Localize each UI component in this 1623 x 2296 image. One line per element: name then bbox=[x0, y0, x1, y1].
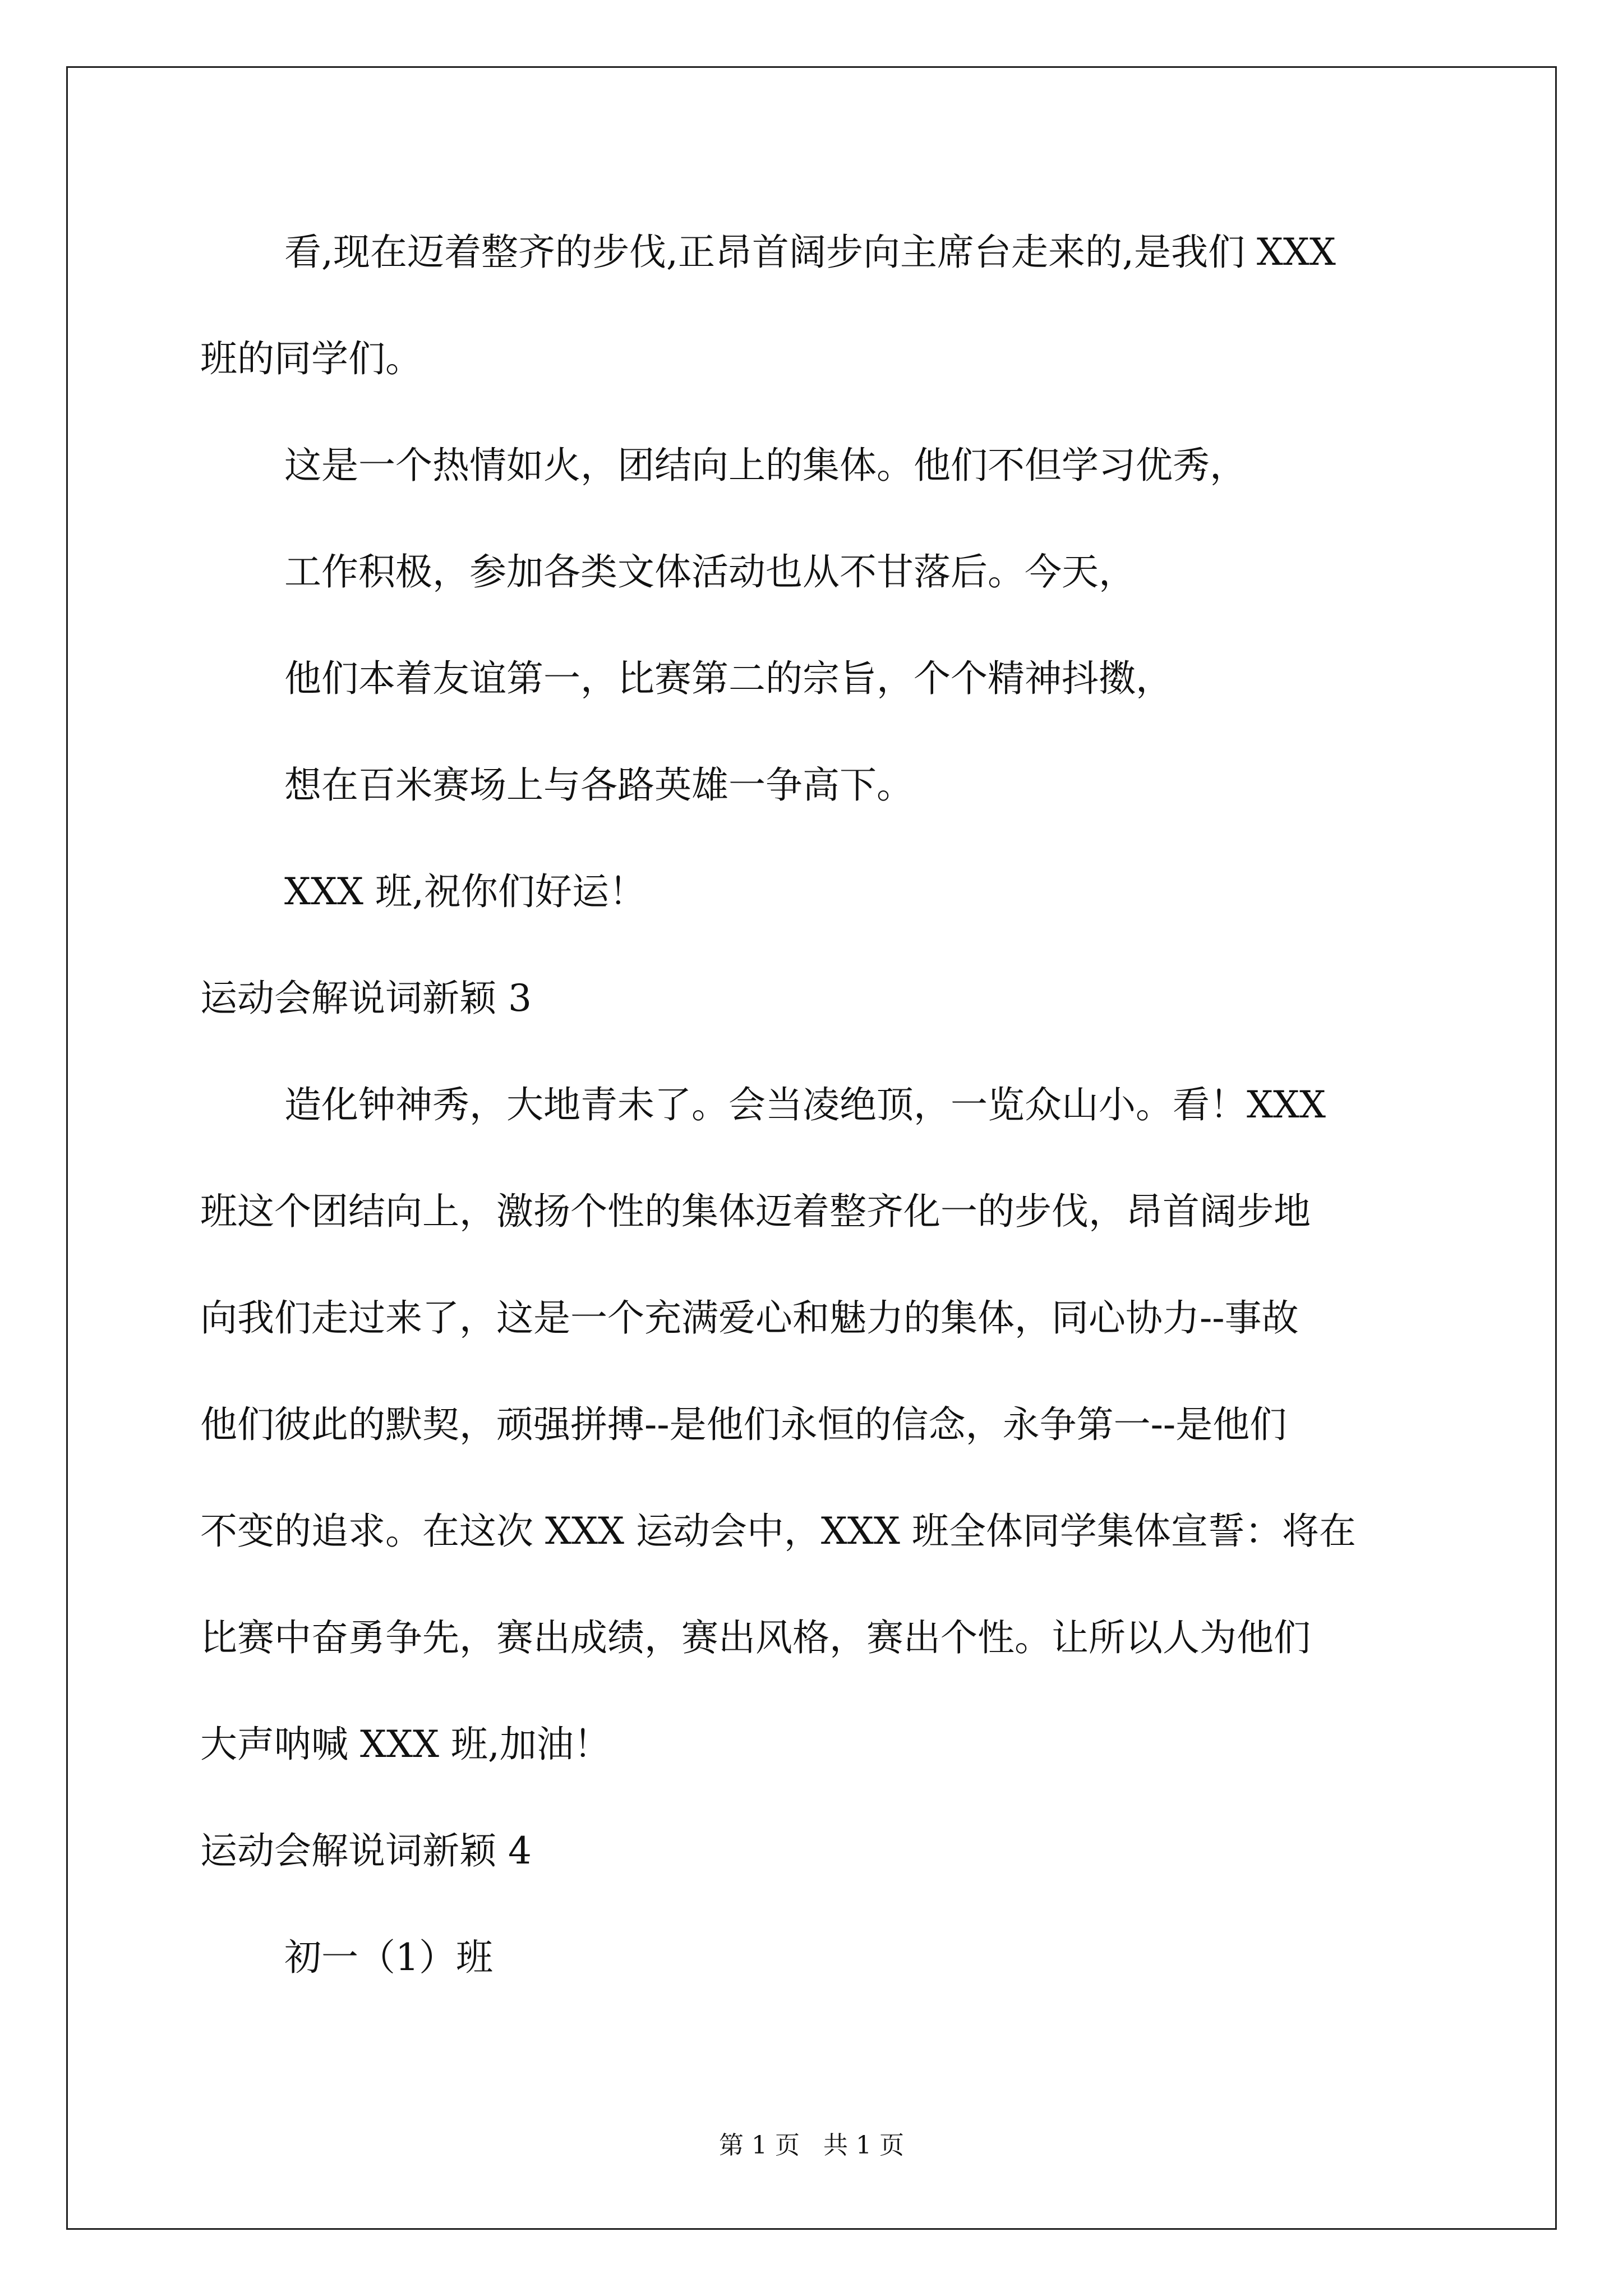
text-line: 班的同学们。 bbox=[200, 337, 422, 380]
text-line: 造化钟神秀，大地青未了。会当凌绝顶，一览众山小。看！XXX bbox=[284, 1083, 1326, 1126]
text-line: 想在百米赛场上与各路英雄一争高下。 bbox=[284, 763, 914, 807]
text-line: XXX 班,祝你们好运！ bbox=[284, 870, 646, 913]
text-line: 比赛中奋勇争先，赛出成绩，赛出风格，赛出个性。让所以人为他们 bbox=[200, 1616, 1311, 1659]
page-footer: 第 1 页 共 1 页 bbox=[719, 2131, 904, 2160]
text-line: 工作积极，参加各类文体活动也从不甘落后。今天， bbox=[284, 550, 1136, 593]
text-line: 他们彼此的默契，顽强拼搏--是他们永恒的信念，永争第一--是他们 bbox=[200, 1403, 1287, 1446]
text-line: 初一（1）班 bbox=[284, 1936, 493, 1979]
text-line: 向我们走过来了，这是一个充满爱心和魅力的集体，同心协力--事故 bbox=[200, 1296, 1299, 1340]
section-heading: 运动会解说词新颖 3 bbox=[200, 977, 532, 1020]
section-heading: 运动会解说词新颖 4 bbox=[200, 1829, 532, 1872]
text-line: 他们本着友谊第一，比赛第二的宗旨，个个精神抖擞， bbox=[284, 657, 1173, 700]
text-line: 看,现在迈着整齐的步伐,正昂首阔步向主席台走来的,是我们 XXX bbox=[284, 231, 1336, 274]
text-line: 班这个团结向上，激扬个性的集体迈着整齐化一的步伐，昂首阔步地 bbox=[200, 1190, 1311, 1233]
text-line: 这是一个热情如火，团结向上的集体。他们不但学习优秀， bbox=[284, 444, 1247, 487]
text-line: 大声呐喊 XXX 班,加油！ bbox=[200, 1723, 611, 1766]
text-line: 不变的追求。在这次 XXX 运动会中，XXX 班全体同学集体宣誓：将在 bbox=[200, 1510, 1356, 1553]
